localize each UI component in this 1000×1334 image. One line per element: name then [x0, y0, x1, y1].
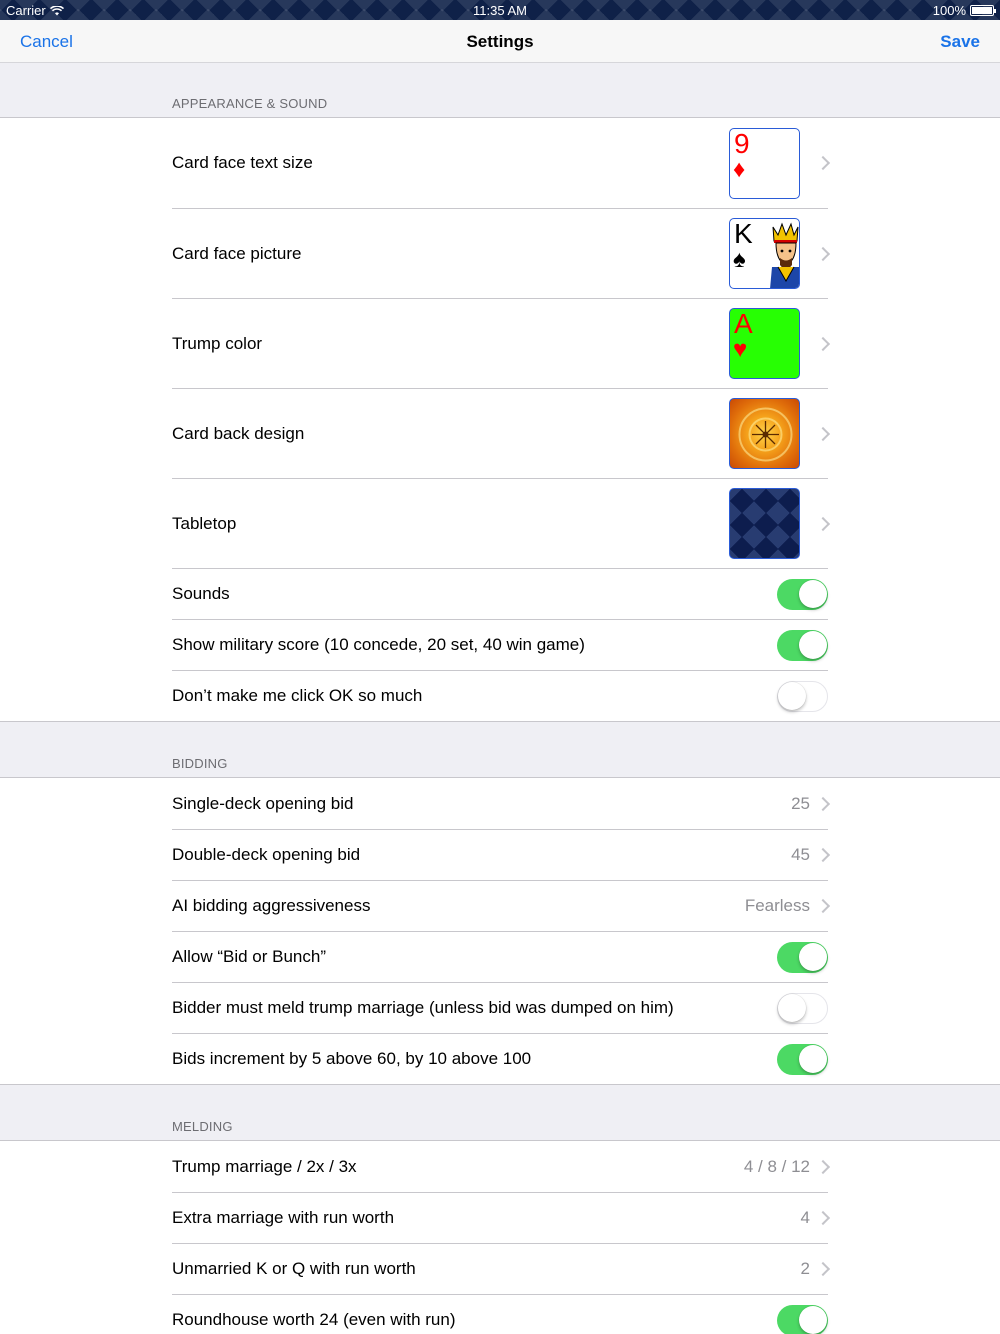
section-header-appearance: APPEARANCE & SOUND	[172, 96, 328, 111]
roundhouse-toggle[interactable]	[777, 1305, 828, 1334]
king-portrait-icon	[770, 221, 800, 289]
nav-bar	[0, 20, 1000, 63]
battery-percent: 100%	[932, 3, 966, 18]
chevron-right-icon	[818, 336, 828, 352]
card-king-spades-preview	[729, 218, 800, 289]
tabletop-preview	[729, 488, 800, 559]
card-rank: A	[734, 308, 753, 339]
row-label: Sounds	[172, 584, 230, 603]
section-header-bidding: BIDDING	[172, 756, 228, 771]
row-dont-click-ok	[172, 670, 828, 721]
row-label: Card back design	[172, 423, 305, 443]
card-rank: K	[734, 218, 753, 249]
row-bid-increment	[172, 1033, 828, 1084]
settings-list	[0, 64, 1000, 1334]
meld-trump-marriage-toggle[interactable]	[777, 993, 828, 1024]
row-label: Extra marriage with run worth	[172, 1208, 395, 1227]
row-ai-bidding-aggressiveness[interactable]	[172, 880, 828, 931]
chevron-right-icon	[818, 246, 828, 262]
row-bid-or-bunch	[172, 931, 828, 982]
page-title: Settings	[466, 32, 534, 51]
row-label: Trump marriage / 2x / 3x	[172, 1156, 357, 1176]
card-nine-diamonds-preview	[729, 128, 800, 199]
group-appearance	[0, 117, 1000, 722]
row-unmarried-k-or-q[interactable]	[172, 1243, 828, 1294]
chevron-right-icon	[818, 796, 828, 812]
bid-or-bunch-toggle[interactable]	[777, 942, 828, 973]
row-trump-color[interactable]	[172, 298, 828, 388]
military-score-toggle[interactable]	[777, 630, 828, 661]
row-label: Trump color	[172, 333, 263, 353]
row-extra-marriage[interactable]	[172, 1192, 828, 1243]
card-back-preview	[729, 398, 800, 469]
dont-click-ok-toggle[interactable]	[777, 681, 828, 712]
row-value: 2	[800, 1259, 810, 1278]
chevron-right-icon	[818, 426, 828, 442]
status-time: 11:35 AM	[473, 3, 527, 18]
row-double-deck-opening-bid[interactable]	[172, 829, 828, 880]
chevron-right-icon	[818, 898, 828, 914]
row-label: Show military score (10 concede, 20 set, 40 win game)	[172, 635, 585, 654]
row-label: Don’t make me click OK so much	[172, 686, 423, 705]
sounds-toggle[interactable]	[777, 579, 828, 610]
row-label: Bids increment by 5 above 60, by 10 above 100	[172, 1049, 532, 1068]
spade-icon: ♠	[733, 246, 746, 273]
row-meld-trump-marriage	[172, 982, 828, 1033]
row-value: 4 / 8 / 12	[743, 1156, 810, 1176]
row-label: Single-deck opening bid	[172, 793, 354, 813]
status-bar	[0, 0, 1000, 20]
row-card-face-text-size[interactable]	[172, 118, 828, 208]
row-military-score	[172, 619, 828, 670]
section-header-melding: MELDING	[172, 1119, 233, 1134]
row-value: Fearless	[744, 896, 810, 915]
carrier-label: Carrier	[6, 3, 46, 18]
cancel-button[interactable]: Cancel	[20, 32, 73, 51]
battery-icon	[970, 5, 994, 16]
row-label: Unmarried K or Q with run worth	[172, 1259, 416, 1278]
chevron-right-icon	[818, 847, 828, 863]
row-label: Roundhouse worth 24 (even with run)	[172, 1310, 456, 1329]
row-label: Tabletop	[172, 513, 237, 533]
chevron-right-icon	[818, 1159, 828, 1175]
row-sounds	[172, 568, 828, 619]
row-value: 25	[791, 793, 810, 813]
chevron-right-icon	[818, 516, 828, 532]
bid-increment-toggle[interactable]	[777, 1044, 828, 1075]
row-roundhouse	[172, 1294, 828, 1334]
row-value: 4	[800, 1208, 810, 1227]
row-label: Card face picture	[172, 243, 302, 263]
row-label: Allow “Bid or Bunch”	[172, 947, 327, 966]
row-trump-marriage[interactable]	[172, 1141, 828, 1192]
card-ace-hearts-preview	[729, 308, 800, 379]
row-label: Double-deck opening bid	[172, 845, 361, 864]
save-button[interactable]: Save	[940, 32, 980, 51]
chevron-right-icon	[818, 155, 828, 171]
group-bidding	[0, 777, 1000, 1085]
row-label: AI bidding aggressiveness	[172, 896, 371, 915]
row-card-back-design[interactable]	[172, 388, 828, 478]
row-single-deck-opening-bid[interactable]	[172, 778, 828, 829]
row-tabletop[interactable]	[172, 478, 828, 568]
row-card-face-picture[interactable]	[172, 208, 828, 298]
heart-icon: ♥	[733, 336, 748, 363]
diamond-icon: ♦	[733, 155, 746, 183]
starburst-icon	[730, 399, 800, 469]
chevron-right-icon	[818, 1261, 828, 1277]
row-label: Bidder must meld trump marriage (unless bid was dumped on him)	[172, 998, 674, 1017]
card-rank: 9	[734, 127, 750, 159]
row-value: 45	[791, 845, 810, 864]
group-melding	[0, 1140, 1000, 1334]
row-label: Card face text size	[172, 153, 313, 172]
chevron-right-icon	[818, 1210, 828, 1226]
